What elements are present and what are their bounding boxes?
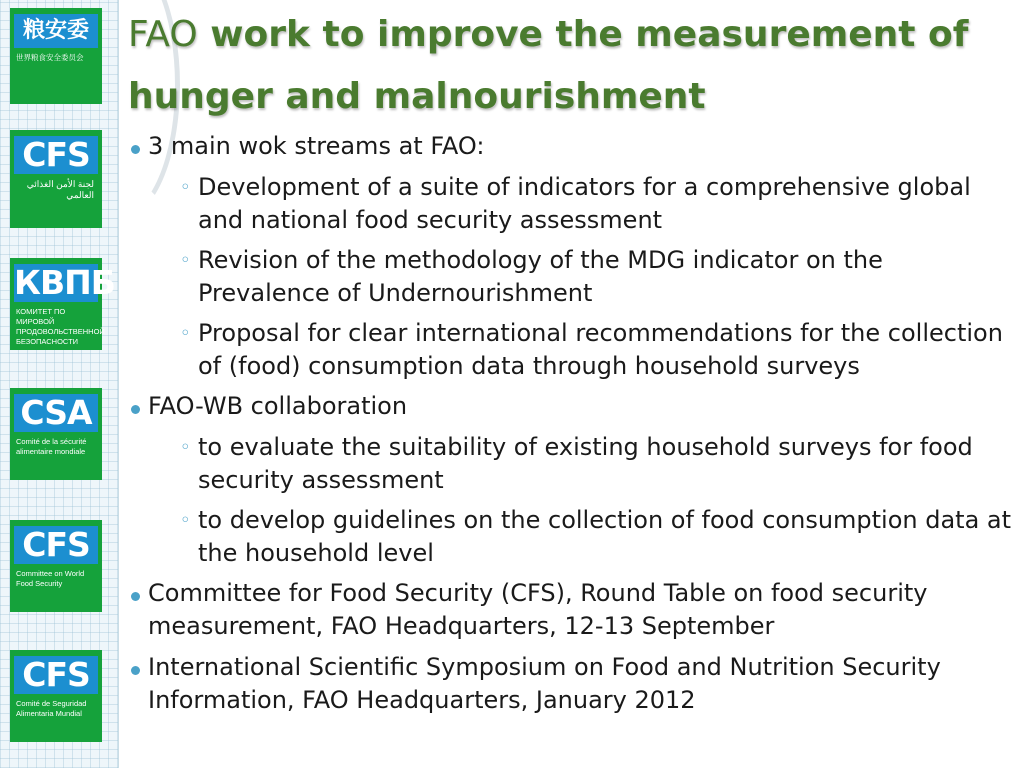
bullet-dot-icon [131, 666, 140, 675]
sub-bullet-circle-icon: ◦ [180, 437, 191, 458]
sub-bullet-item [128, 317, 1014, 383]
logo-russian-main: КВПБ [14, 263, 115, 302]
logo-spanish [10, 650, 102, 742]
sub-bullet-item [128, 171, 1014, 237]
logo-english-main: CFS [14, 526, 98, 564]
bullet-item [128, 651, 1014, 717]
bullet-list [128, 130, 1014, 725]
bullet-text: FAO-WB collaboration [148, 392, 408, 420]
bullet-text: 3 main wok streams at FAO: [148, 132, 485, 160]
sub-bullet-item [128, 504, 1014, 570]
sub-bullet-item [128, 431, 1014, 497]
sub-bullet-circle-icon: ◦ [180, 323, 191, 344]
bullet-item [128, 130, 1014, 163]
slide-title-lead: FAO [128, 14, 198, 55]
left-decorative-strip [0, 0, 119, 768]
logo-chinese-sub: 世界粮食安全委员会 [16, 53, 84, 62]
sub-bullet-text: to develop guidelines on the collection of food consumption data at the household level [198, 506, 1012, 567]
sub-bullet-text: to evaluate the suitability of existing household surveys for food security assessment [198, 433, 973, 494]
logo-french-sub: Comité de la sécurité alimentaire mondiale [16, 437, 87, 456]
sub-bullet-circle-icon: ◦ [180, 177, 191, 198]
logo-french-main: CSA [14, 394, 98, 432]
logo-arabic [10, 130, 102, 228]
bullet-dot-icon [131, 592, 140, 601]
sub-bullet-text: Development of a suite of indicators for a comprehensive global and national food security assessment [198, 173, 971, 234]
sub-bullet-text: Revision of the methodology of the MDG indicator on the Prevalence of Undernourishment [198, 246, 883, 307]
logo-french [10, 388, 102, 480]
bullet-item [128, 577, 1014, 643]
sub-bullet-circle-icon: ◦ [180, 250, 191, 271]
sub-bullet-circle-icon: ◦ [180, 510, 191, 531]
bullet-text: Committee for Food Security (CFS), Round Table on food security measurement, FAO Headquarters, 12-13 September [148, 579, 928, 640]
bullet-text: International Scientific Symposium on Food and Nutrition Security Information, FAO Headquarters, January 2012 [148, 653, 941, 714]
sub-bullet-item [128, 244, 1014, 310]
slide-title [128, 4, 1008, 128]
logo-spanish-main: CFS [14, 656, 98, 694]
sub-bullet-text: Proposal for clear international recommendations for the collection of (food) consumption data through household surveys [198, 319, 1003, 380]
logo-chinese [10, 8, 102, 104]
logo-russian [10, 258, 115, 350]
bullet-dot-icon [131, 405, 140, 414]
bullet-item [128, 390, 1014, 423]
logo-russian-sub: КОМИТЕТ ПО МИРОВОЙ ПРОДОВОЛЬСТВЕННОЙ БЕЗОПАСНОСТИ [16, 307, 105, 346]
logo-arabic-sub: لجنة الأمن الغذائي العالمي [26, 179, 94, 200]
logo-chinese-main: 粮安委 [14, 14, 98, 48]
slide-title-rest: work to improve the measurement of hunger and malnourishment [128, 14, 969, 117]
logo-english-sub: Committee on World Food Security [16, 569, 85, 588]
bullet-dot-icon [131, 145, 140, 154]
logo-arabic-main: CFS [14, 136, 98, 174]
logo-english [10, 520, 102, 612]
logo-spanish-sub: Comité de Seguridad Alimentaria Mundial [16, 699, 87, 718]
